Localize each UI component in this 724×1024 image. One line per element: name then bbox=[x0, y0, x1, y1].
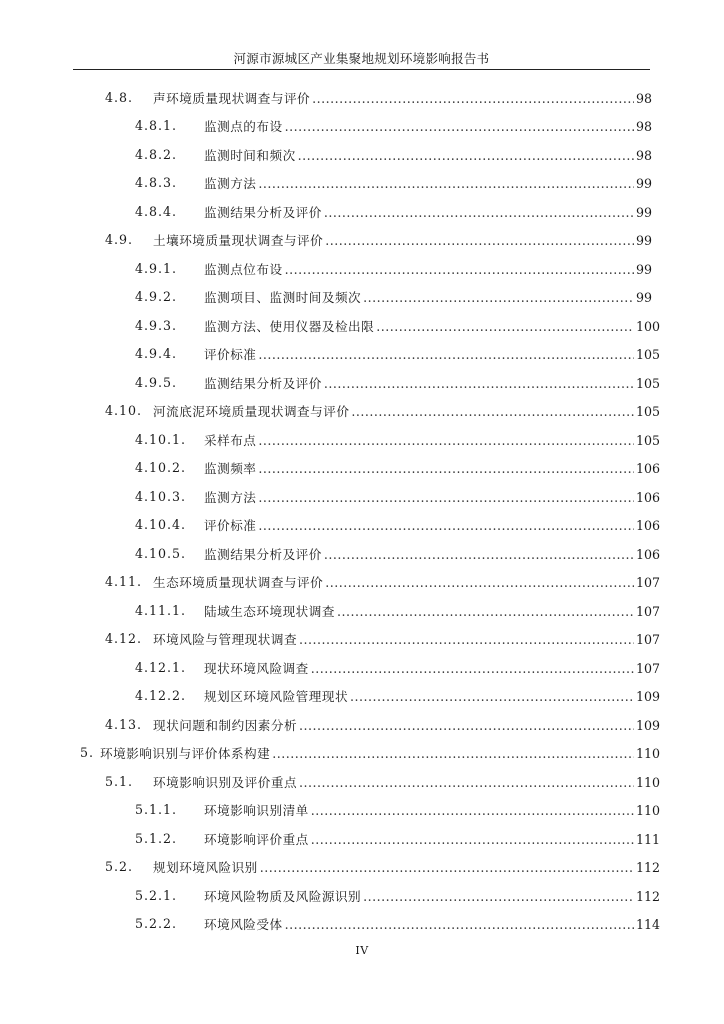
toc-entry-number: 4.9.5. bbox=[135, 374, 178, 390]
toc-entry-body bbox=[153, 715, 661, 734]
page-header bbox=[73, 50, 650, 70]
dot-leader bbox=[258, 347, 634, 362]
toc-entry-page: 98 bbox=[636, 147, 653, 163]
toc-entry-page: 98 bbox=[636, 119, 653, 135]
dot-leader bbox=[363, 290, 634, 305]
toc-entry[interactable] bbox=[0, 625, 724, 654]
toc-entry-number: 4.10.4. bbox=[135, 517, 187, 533]
toc-entry-title: 环境风险受体 bbox=[204, 917, 283, 933]
toc-entry-number: 4.11. bbox=[105, 574, 143, 590]
dot-leader bbox=[298, 148, 634, 163]
toc-entry[interactable] bbox=[0, 767, 724, 796]
document-title: 河源市源城区产业集聚地规划环境影响报告书 bbox=[233, 51, 490, 66]
toc-entry-body bbox=[204, 430, 661, 449]
toc-entry-body bbox=[204, 601, 661, 620]
toc-entry-number: 4.10.3. bbox=[135, 488, 187, 504]
toc-entry-body bbox=[204, 316, 661, 335]
toc-entry-title: 环境影响识别与评价体系构建 bbox=[100, 746, 271, 762]
toc-entry-page: 107 bbox=[636, 632, 661, 648]
dot-leader bbox=[324, 376, 634, 391]
toc-entry-title: 生态环境质量现状调查与评价 bbox=[153, 575, 324, 591]
toc-entry-page: 100 bbox=[636, 318, 661, 334]
toc-entry-body bbox=[204, 287, 653, 306]
toc-entry[interactable] bbox=[0, 710, 724, 739]
toc-entry[interactable] bbox=[0, 197, 724, 226]
toc-entry-title: 声环境质量现状调查与评价 bbox=[153, 90, 311, 106]
dot-leader bbox=[258, 433, 634, 448]
toc-entry-page: 109 bbox=[636, 717, 661, 733]
toc-entry[interactable] bbox=[0, 340, 724, 369]
toc-entry[interactable] bbox=[0, 83, 724, 112]
toc-entry-title: 现状环境风险调查 bbox=[204, 660, 309, 676]
toc-entry-title: 监测方法 bbox=[204, 489, 257, 505]
toc-entry-title: 规划环境风险识别 bbox=[153, 860, 258, 876]
toc-entry-number: 4.12.1. bbox=[135, 659, 187, 675]
toc-entry-body bbox=[204, 487, 661, 506]
toc-entry-number: 5.1. bbox=[105, 773, 134, 789]
dot-leader bbox=[376, 319, 634, 334]
toc-entry-number: 4.9.1. bbox=[135, 260, 178, 276]
toc-entry[interactable] bbox=[0, 254, 724, 283]
toc-entry-body bbox=[204, 544, 661, 563]
toc-entry-page: 99 bbox=[636, 290, 653, 306]
toc-entry-title: 监测频率 bbox=[204, 461, 257, 477]
toc-entry-page: 110 bbox=[636, 774, 661, 790]
toc-entry[interactable] bbox=[0, 425, 724, 454]
dot-leader bbox=[258, 490, 634, 505]
toc-entry-body bbox=[204, 259, 653, 278]
toc-entry[interactable] bbox=[0, 682, 724, 711]
toc-entry-body bbox=[153, 88, 653, 107]
toc-entry-title: 采样布点 bbox=[204, 432, 257, 448]
toc-entry-page: 107 bbox=[636, 660, 661, 676]
toc-entry[interactable] bbox=[0, 881, 724, 910]
dot-leader bbox=[324, 547, 634, 562]
toc-entry[interactable] bbox=[0, 454, 724, 483]
toc-entry-body bbox=[100, 743, 661, 762]
toc-entry[interactable] bbox=[0, 397, 724, 426]
toc-entry[interactable] bbox=[0, 112, 724, 141]
toc-entry-body bbox=[204, 829, 661, 848]
toc-entry-number: 4.8.3. bbox=[135, 175, 178, 191]
toc-entry-number: 4.8.4. bbox=[135, 203, 178, 219]
toc-entry-page: 106 bbox=[636, 461, 661, 477]
toc-entry-page: 112 bbox=[636, 860, 661, 876]
toc-entry-number: 4.9.3. bbox=[135, 317, 178, 333]
toc-entry-title: 现状问题和制约因素分析 bbox=[153, 717, 298, 733]
toc-entry-title: 评价标准 bbox=[204, 347, 257, 363]
dot-leader bbox=[258, 518, 634, 533]
toc-entry-title: 环境影响识别清单 bbox=[204, 803, 309, 819]
toc-entry-page: 105 bbox=[636, 375, 661, 391]
toc-entry[interactable] bbox=[0, 910, 724, 939]
toc-entry-title: 监测结果分析及评价 bbox=[204, 375, 322, 391]
toc-entry[interactable] bbox=[0, 226, 724, 255]
toc-entry-title: 环境风险物质及风险源识别 bbox=[204, 888, 362, 904]
toc-entry-number: 5. bbox=[80, 745, 95, 761]
toc-entry-page: 105 bbox=[636, 404, 661, 420]
toc-entry-number: 4.9.2. bbox=[135, 289, 178, 305]
toc-entry-number: 4.11.1. bbox=[135, 602, 187, 618]
toc-entry-number: 4.10.5. bbox=[135, 545, 187, 561]
toc-entry-title: 监测时间和频次 bbox=[204, 147, 296, 163]
toc-entry-body bbox=[153, 629, 661, 648]
toc-entry-number: 4.10.1. bbox=[135, 431, 187, 447]
toc-entry-number: 5.1.1. bbox=[135, 802, 178, 818]
toc-entry-title: 监测点的布设 bbox=[204, 119, 283, 135]
dot-leader bbox=[337, 604, 634, 619]
toc-entry[interactable] bbox=[0, 283, 724, 312]
toc-entry-body bbox=[204, 373, 661, 392]
dot-leader bbox=[272, 746, 634, 761]
toc-entry-body bbox=[204, 173, 653, 192]
toc-entry-title: 评价标准 bbox=[204, 518, 257, 534]
dot-leader bbox=[260, 860, 634, 875]
toc-entry-page: 99 bbox=[636, 176, 653, 192]
toc-entry[interactable] bbox=[0, 653, 724, 682]
toc-entry-number: 4.12.2. bbox=[135, 688, 187, 704]
toc-entry-title: 环境影响评价重点 bbox=[204, 831, 309, 847]
toc-entry[interactable] bbox=[0, 824, 724, 853]
toc-entry[interactable] bbox=[0, 169, 724, 198]
toc-entry-page: 107 bbox=[636, 603, 661, 619]
dot-leader bbox=[258, 461, 634, 476]
toc-entry-body bbox=[204, 202, 653, 221]
toc-entry-body bbox=[204, 515, 661, 534]
toc-entry-body bbox=[204, 886, 661, 905]
toc-entry[interactable] bbox=[0, 368, 724, 397]
toc-entry-body bbox=[204, 800, 661, 819]
toc-entry-body bbox=[204, 658, 661, 677]
toc-entry-title: 陆域生态环境现状调查 bbox=[204, 603, 335, 619]
toc-entry-number: 4.10. bbox=[105, 403, 143, 419]
toc-entry-page: 107 bbox=[636, 575, 661, 591]
dot-leader bbox=[363, 889, 634, 904]
toc-entry-body bbox=[204, 686, 661, 705]
toc-entry-page: 105 bbox=[636, 432, 661, 448]
toc-entry-title: 规划区环境风险管理现状 bbox=[204, 689, 349, 705]
dot-leader bbox=[325, 575, 634, 590]
toc-entry-body bbox=[204, 116, 653, 135]
toc-entry-body bbox=[204, 458, 661, 477]
toc-entry-number: 5.2.1. bbox=[135, 887, 178, 903]
toc-entry-page: 106 bbox=[636, 489, 661, 505]
page-number: IV bbox=[355, 944, 369, 957]
dot-leader bbox=[299, 632, 634, 647]
toc-entry-page: 111 bbox=[636, 831, 661, 847]
toc-entry-page: 105 bbox=[636, 347, 661, 363]
toc-entry-number: 4.12. bbox=[105, 631, 143, 647]
dot-leader bbox=[299, 718, 634, 733]
toc-entry-page: 99 bbox=[636, 233, 653, 249]
dot-leader bbox=[324, 205, 634, 220]
toc-entry-body bbox=[153, 401, 661, 420]
toc-entry-number: 4.8. bbox=[105, 89, 134, 105]
dot-leader bbox=[311, 832, 634, 847]
toc-entry-page: 98 bbox=[636, 90, 653, 106]
toc-entry-number: 4.9. bbox=[105, 232, 134, 248]
dot-leader bbox=[285, 917, 634, 932]
toc-entry[interactable] bbox=[0, 482, 724, 511]
toc-entry-body bbox=[153, 772, 661, 791]
dot-leader bbox=[258, 176, 634, 191]
toc-entry[interactable] bbox=[0, 568, 724, 597]
toc-entry-title: 监测结果分析及评价 bbox=[204, 546, 322, 562]
toc-entry-title: 环境风险与管理现状调查 bbox=[153, 632, 298, 648]
toc-entry-body bbox=[204, 914, 661, 933]
toc-entry-page: 112 bbox=[636, 888, 661, 904]
dot-leader bbox=[299, 775, 634, 790]
toc-entry-title: 监测方法、使用仪器及检出限 bbox=[204, 318, 375, 334]
toc-entry-title: 环境影响识别及评价重点 bbox=[153, 774, 298, 790]
toc-entry-number: 4.8.1. bbox=[135, 118, 178, 134]
dot-leader bbox=[311, 803, 634, 818]
dot-leader bbox=[312, 91, 634, 106]
dot-leader bbox=[311, 661, 634, 676]
toc-entry-page: 110 bbox=[636, 803, 661, 819]
toc-entry[interactable] bbox=[0, 511, 724, 540]
dot-leader bbox=[351, 404, 634, 419]
toc-entry-title: 河流底泥环境质量现状调查与评价 bbox=[153, 404, 350, 420]
toc-entry-page: 109 bbox=[636, 689, 661, 705]
toc-entry-body bbox=[153, 230, 653, 249]
toc-entry-page: 99 bbox=[636, 261, 653, 277]
toc-entry-body bbox=[153, 857, 661, 876]
toc-entry-title: 土壤环境质量现状调查与评价 bbox=[153, 233, 324, 249]
toc-entry-page: 110 bbox=[636, 746, 661, 762]
toc-entry-body bbox=[153, 572, 661, 591]
dot-leader bbox=[350, 689, 634, 704]
toc-entry-page: 106 bbox=[636, 518, 661, 534]
dot-leader bbox=[285, 262, 634, 277]
toc-entry[interactable] bbox=[0, 140, 724, 169]
dot-leader bbox=[285, 119, 634, 134]
toc-entry[interactable] bbox=[0, 539, 724, 568]
toc-entry-number: 4.8.2. bbox=[135, 146, 178, 162]
toc-entry-title: 监测点位布设 bbox=[204, 261, 283, 277]
toc-entry[interactable] bbox=[0, 596, 724, 625]
toc-entry-title: 监测项目、监测时间及频次 bbox=[204, 290, 362, 306]
dot-leader bbox=[325, 233, 634, 248]
toc-entry-page: 106 bbox=[636, 546, 661, 562]
toc-entry-body bbox=[204, 145, 653, 164]
toc-entry-page: 114 bbox=[636, 917, 661, 933]
toc-entry-number: 4.13. bbox=[105, 716, 143, 732]
toc-entry-number: 5.1.2. bbox=[135, 830, 178, 846]
toc-entry[interactable] bbox=[0, 853, 724, 882]
toc-entry-number: 4.9.4. bbox=[135, 346, 178, 362]
toc-entry-title: 监测方法 bbox=[204, 176, 257, 192]
toc-entry[interactable] bbox=[0, 796, 724, 825]
table-of-contents bbox=[0, 83, 724, 938]
toc-entry-page: 99 bbox=[636, 204, 653, 220]
toc-entry-number: 4.10.2. bbox=[135, 460, 187, 476]
toc-entry-title: 监测结果分析及评价 bbox=[204, 204, 322, 220]
toc-entry-number: 5.2. bbox=[105, 859, 134, 875]
toc-entry-body bbox=[204, 344, 661, 363]
toc-entry[interactable] bbox=[0, 311, 724, 340]
toc-entry-number: 5.2.2. bbox=[135, 916, 178, 932]
toc-entry[interactable] bbox=[0, 739, 724, 768]
